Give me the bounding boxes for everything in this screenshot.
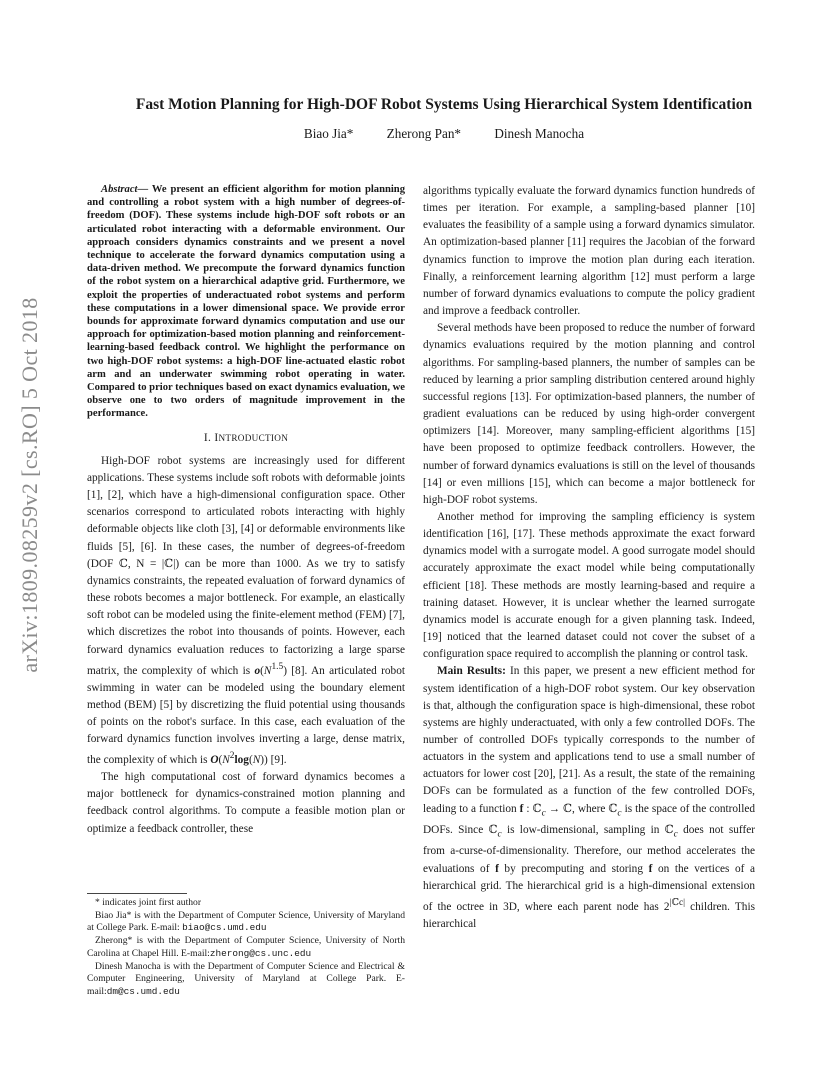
author-3: Dinesh Manocha bbox=[494, 126, 585, 141]
right-column bbox=[423, 183, 755, 933]
paper-title: Fast Motion Planning for High-DOF Robot Systems Using Hierarchical System Identification bbox=[135, 96, 753, 113]
right-paragraph-3: Another method for improving the sampling efficiency is system identification [16], [17]. These methods approximate the exact forward dynamics model with a surrogate model. A good surrogate model should accurately approximate the exact model while being computationally efficient [18]. These methods are mostly learning-based and require a training dataset. However, it is unclear whether the learned surrogate dynamics model is accurate enough for a given planning task. Indeed, [19] noticed that the learned dataset could not cover the subset of a configuration space required to accomplish the planning or control task. bbox=[423, 510, 755, 661]
main-results-label: Main Results: bbox=[437, 665, 506, 678]
right-paragraph-2: Several methods have been proposed to reduce the number of forward dynamics evaluations required by the motion planning and control algorithms. For sampling-based planners, the number of samples can be reduced by learning a prior sampling distribution centered around highly successful regions [13]. For optimization-based planners, the number of gradient evaluations can be reduced by using high-order convergent optimizers [14]. Moreover, many sampling-efficient algorithms [15] have been proposed to optimize feedback controllers. However, the number of forward dynamics evaluations is still on the level of thousands [14] or even millions [15], which can become a major bottleneck for high-DOF robot systems. bbox=[423, 322, 755, 506]
author-2: Zherong Pan* bbox=[386, 126, 462, 141]
footnote-rule bbox=[87, 893, 187, 894]
footnote-author-1: Biao Jia* is with the Department of Computer Science, University of Maryland at College Park. E-mail: biao@cs.umd.edu bbox=[87, 909, 405, 934]
main-results-paragraph: Main Results: In this paper, we present a new efficient method for system identification of a high-DOF robot system. Our key observation is that, although the configuration space is high-dimensional, these robot systems are highly underactuated, with only a few controlled DOFs. The number of controlled DOFs typically corresponds to the number of actuators in the system and applications tend to use a small number of actuators for lower cost [20], [21]. As a result, the state of the remaining DOFs can be formulated as a function of the few controlled DOFs, leading to a function f : ℂ$_c$ → ℂ, where ℂ$_c$ is the space of the controlled DOFs. Since ℂ$_c$ is low-dimensional, sampling in ℂ$_c$ does not suffer from a-curse-of-dimensionality. Therefore, our method accelerates the evaluations of f by precomputing and storing f on the vertices of a hierarchical grid. The hierarchical grid is a high-dimensional extension of the octree in 3D, where each parent node has $2^{|ℂc|}$ children. This hierarchical bbox=[423, 665, 756, 930]
left-column bbox=[87, 183, 405, 838]
abstract-label: Abstract bbox=[101, 184, 138, 195]
right-paragraph-1: algorithms typically evaluate the forward dynamics function hundreds of times per iteration. For example, a sampling-based planner [10] evaluates the feasibility of a sample using a forward dynamics simulator. An optimization-based planner [11] requires the Jacobian of the forward dynamics function to improve the motion plan during each iteration. Finally, a reinforcement learning algorithm [12] must perform a large number of forward dynamics evaluations to compute the policy gradient and improve a feedback controller. bbox=[423, 185, 755, 318]
footnote-author-3: Dinesh Manocha is with the Department of Computer Science and Electrical & Computer Engineering, University of Maryland at College Park. E-mail:dm@cs.umd.edu bbox=[87, 960, 405, 997]
abstract-text: — We present an efficient algorithm for motion planning and controlling a robot system with a high number of degrees-of-freedom (DOF). These systems include high-DOF soft robots or an articulated robot interacting with a deformable environment. Our approach considers dynamics constraints and we present a novel technique to accelerate the forward dynamics computation using a data-driven method. We precompute the forward dynamics function of the robot system on a hierarchical adaptive grid. Furthermore, we exploit the properties of underactuated robot systems and perform these computations in a lower dimensional space. We provide error bounds for approximate forward dynamics computation and use our approach for optimization-based motion planning and reinforcement-learning-based feedback control. We highlight the performance on two high-DOF robot systems: a high-DOF line-actuated elastic robot arm and an underwater swimming robot operating in water. Compared to prior techniques based on exact dynamics evaluation, we observe one to two orders of magnitude improvement in the performance. bbox=[87, 184, 406, 420]
abstract bbox=[87, 183, 405, 421]
intro-paragraph-1: High-DOF robot systems are increasingly used for different applications. These systems include soft robots with deformable joints [1], [2], which have a high-dimensional configuration space. Other scenarios correspond to articulated robots interacting with highly deformable objects like cloth [3], [4] or deformable environments like fluids [5], [6]. In these cases, the number of degrees-of-freedom (DOF ℂ, N = |ℂ|) can be more than 1000. As we try to satisfy dynamics constraints, the repeated evaluation of forward dynamics of these robots becomes a major bottleneck. For example, an elastically soft robot can be modeled using the finite-element method (FEM) [7], which discretizes the robot into thousands of points. However, each forward dynamics evaluation reduces to factorizing a large sparse matrix, the complexity of which is $o(N^{1.5})$ [8]. An articulated robot swimming in water can be modeled using the boundary element method (BEM) [5] by discretizing the fluid potential using thousands of points on the robot's surface. In this case, each evaluation of the forward dynamics function involves inverting a large, dense matrix, the complexity of which is $O(N^2\log(N))$ [9]. bbox=[87, 454, 405, 766]
footnotes bbox=[87, 893, 405, 999]
author-list bbox=[60, 126, 828, 142]
arxiv-identifier: arXiv:1809.08259v2 [cs.RO] 5 Oct 2018 bbox=[17, 297, 42, 673]
author-1: Biao Jia* bbox=[303, 126, 354, 141]
section-heading-introduction: I. INTRODUCTION bbox=[203, 431, 289, 444]
email-link[interactable]: dm@cs.umd.edu bbox=[106, 985, 180, 997]
intro-paragraph-2: The high computational cost of forward dynamics becomes a major bottleneck for dynamics-constrained motion planning and feedback control algorithms. To compute a feasible motion plan or optimize a feedback controller, these bbox=[87, 771, 405, 835]
email-link[interactable]: zherong@cs.unc.edu bbox=[209, 947, 312, 959]
footnote-author-2: Zherong* is with the Department of Computer Science, University of North Carolina at Chapel Hill. E-mail:zherong@cs.unc.edu bbox=[87, 935, 405, 959]
arxiv-stamp bbox=[6, 290, 54, 680]
email-link[interactable]: biao@cs.umd.edu bbox=[182, 922, 267, 934]
footnote-joint-author: * indicates joint first author bbox=[95, 897, 202, 908]
